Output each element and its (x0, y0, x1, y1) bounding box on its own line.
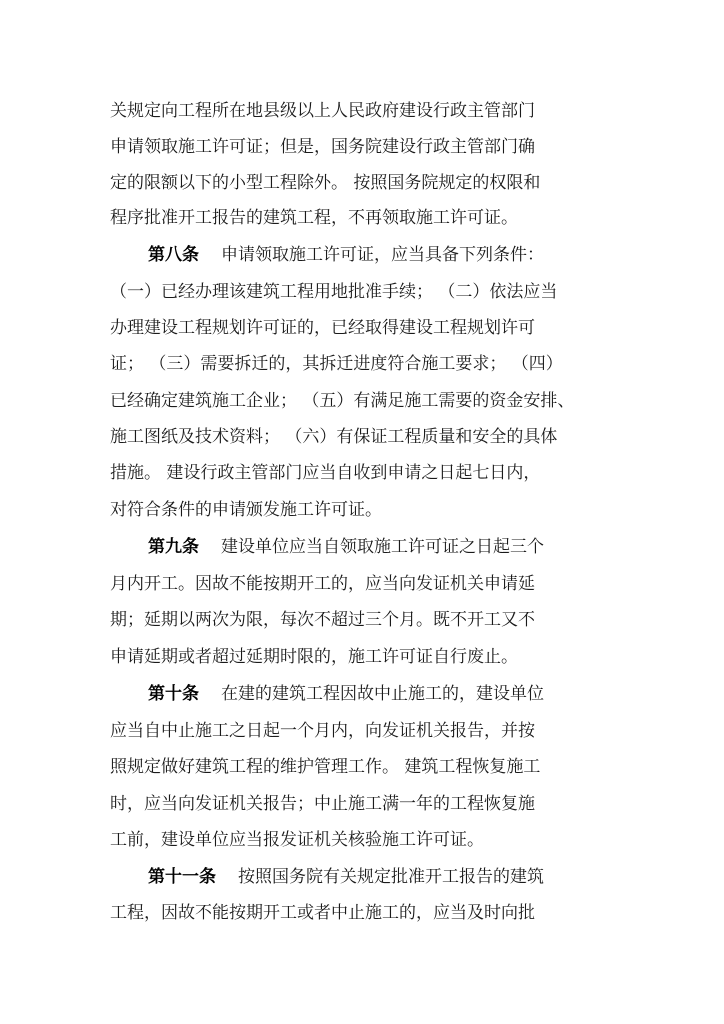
article-number: 第八条 (148, 245, 199, 265)
article-10-heading-line (148, 677, 668, 711)
text-line: 关规定向工程所在地县级以上人民政府建设行政主管部门 (110, 101, 535, 121)
article-text: 申请领取施工许可证，应当具备下列条件： (221, 245, 544, 265)
text-line: 已经确定建筑施工企业； （五）有满足施工需要的资金安排、 (110, 391, 575, 411)
text-line: 月内开工。因故不能按期开工的，应当向发证机关申请延 (110, 574, 535, 594)
text-line: 证； （三）需要拆迁的，其拆迁进度符合施工要求； （四） (110, 354, 563, 374)
text-line: 工前，建设单位应当报发证机关核验施工许可证。 (110, 830, 484, 850)
article-text: 在建的建筑工程因故中止施工的，建设单位 (221, 684, 544, 704)
text-line: 申请延期或者超过延期时限的，施工许可证自行废止。 (110, 647, 518, 667)
text-line: 施工图纸及技术资料； （六）有保证工程质量和安全的具体 (110, 427, 558, 447)
text-line: 应当自中止施工之日起一个月内，向发证机关报告，并按 (110, 721, 535, 741)
text-line: 时，应当向发证机关报告；中止施工满一年的工程恢复施 (110, 794, 535, 814)
text-line: 照规定做好建筑工程的维护管理工作。 建筑工程恢复施工 (110, 757, 541, 777)
article-number: 第十条 (148, 684, 199, 704)
article-number: 第九条 (148, 537, 199, 557)
article-9-heading-line (148, 530, 668, 564)
text-line: （一）已经办理该建筑工程用地批准手续； （二）依法应当 (110, 282, 558, 302)
text-line: 申请领取施工许可证；但是，国务院建设行政主管部门确 (110, 137, 535, 157)
article-8-heading-line (148, 238, 668, 272)
text-line: 定的限额以下的小型工程除外。 按照国务院规定的权限和 (110, 173, 541, 193)
text-line: 办理建设工程规划许可证的，已经取得建设工程规划许可 (110, 318, 535, 338)
article-11-heading-line (148, 860, 668, 894)
text-line: 措施。 建设行政主管部门应当自收到申请之日起七日内， (110, 463, 541, 483)
text-line: 程序批准开工报告的建筑工程，不再领取施工许可证。 (110, 208, 518, 228)
article-text: 按照国务院有关规定批准开工报告的建筑 (238, 867, 544, 887)
article-text: 建设单位应当自领取施工许可证之日起三个 (221, 537, 544, 557)
article-number: 第十一条 (148, 867, 216, 887)
text-line: 工程，因故不能按期开工或者中止施工的，应当及时向批 (110, 903, 535, 923)
text-line: 期；延期以两次为限，每次不超过三个月。既不开工又不 (110, 610, 535, 630)
text-line: 对符合条件的申请颁发施工许可证。 (110, 500, 382, 520)
